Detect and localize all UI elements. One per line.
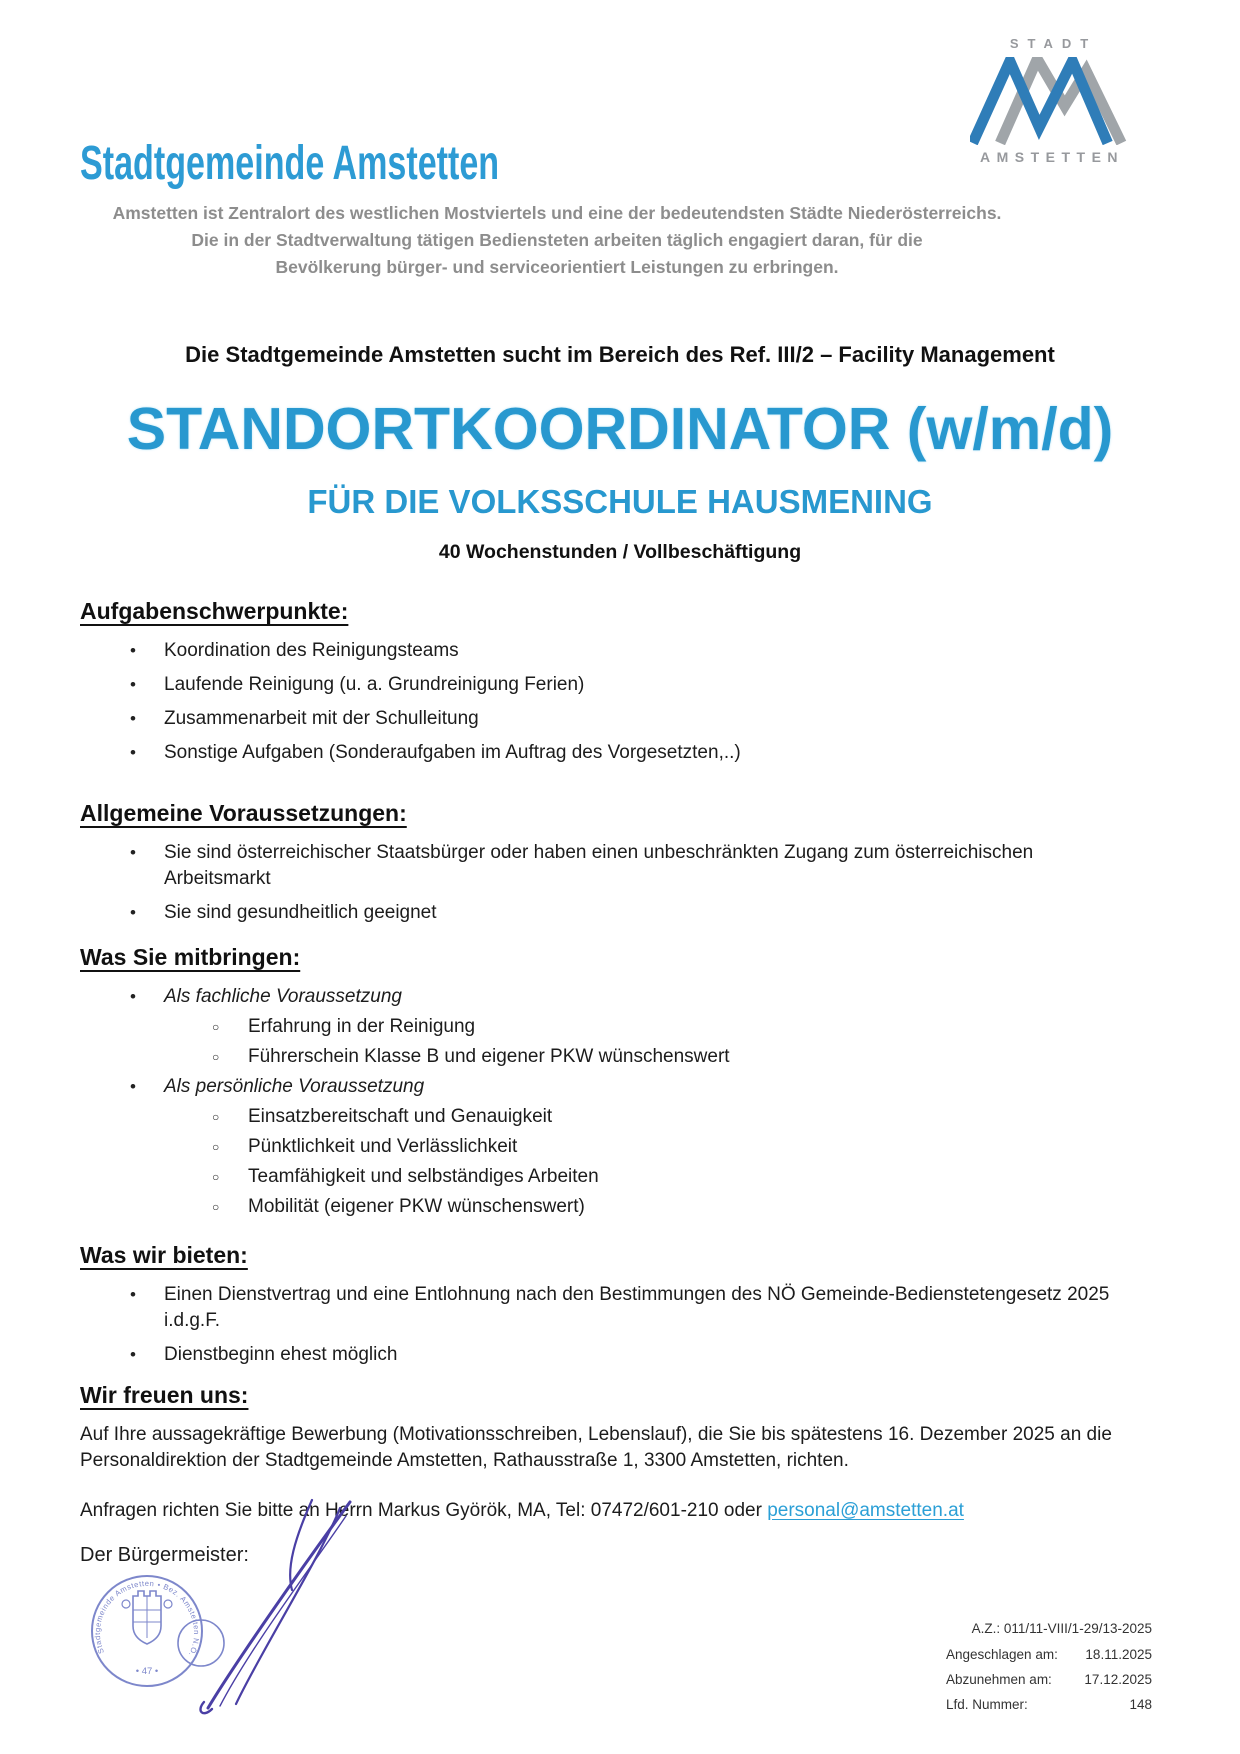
circle-bullet-icon: ○ bbox=[212, 1200, 220, 1214]
footer-row bbox=[946, 1671, 1152, 1689]
footer-value: 17.12.2025 bbox=[1084, 1672, 1152, 1687]
footer-label: Abzunehmen am: bbox=[946, 1672, 1052, 1687]
list-item: • Laufende Reinigung (u. a. Grundreinigung Ferien) bbox=[80, 672, 1140, 698]
list-item: • Als fachliche Voraussetzung bbox=[80, 984, 1140, 1010]
bullet-icon: • bbox=[130, 675, 136, 694]
circle-bullet-icon: ○ bbox=[212, 1020, 220, 1034]
stamp-number: • 47 • bbox=[135, 1666, 159, 1677]
section-heading: Allgemeine Voraussetzungen: bbox=[80, 800, 407, 826]
lead-line: Die Stadtgemeinde Amstetten sucht im Bereich des Ref. III/2 – Facility Management bbox=[185, 342, 1055, 367]
job-hours: 40 Wochenstunden / Vollbeschäftigung bbox=[438, 541, 802, 563]
section-was-sie-mitbringen bbox=[80, 944, 1140, 1224]
bullet-icon: • bbox=[130, 843, 136, 862]
task-list bbox=[80, 638, 1140, 766]
intro-line: Die in der Stadtverwaltung tätigen Bediensteten arbeiten täglich engagiert daran, für die bbox=[191, 230, 923, 250]
section-allgemeine-voraussetzungen bbox=[80, 800, 1140, 934]
bullet-icon: • bbox=[130, 1345, 136, 1364]
stamp-ring-text: Stadtgemeinde Amstetten • Bez. Amstetten N.Ö. bbox=[92, 1578, 202, 1659]
list-item: • Zusammenarbeit mit der Schulleitung bbox=[80, 706, 1140, 732]
qualifications-list bbox=[80, 984, 1140, 1220]
circle-bullet-icon: ○ bbox=[212, 1110, 220, 1124]
application-paragraph: Auf Ihre aussagekräftige Bewerbung (Motivationsschreiben, Lebenslauf), die Sie bis spätestens 16. Dezember 2025 an die Personaldirektion der Stadtgemeinde Amstetten, Rathausstraße 1, 3300 Amstetten, richten. bbox=[80, 1424, 1112, 1471]
job-title: STANDORTKOORDINATOR (w/m/d) bbox=[126, 396, 1114, 462]
footer-value: 148 bbox=[1129, 1697, 1152, 1712]
job-subtitle: FÜR DIE VOLKSSCHULE HAUSMENING bbox=[307, 483, 933, 520]
section-aufgabenschwerpunkte bbox=[80, 598, 1140, 774]
footer-value: 18.11.2025 bbox=[1085, 1647, 1152, 1662]
circle-bullet-icon: ○ bbox=[212, 1140, 220, 1154]
list-item: ○ Teamfähigkeit und selbständiges Arbeiten bbox=[80, 1164, 1140, 1190]
intro-line: Amstetten ist Zentralort des westlichen Mostviertels und eine der bedeutendsten Städte Niederösterreichs. bbox=[112, 203, 1002, 223]
list-item: ○ Pünktlichkeit und Verlässlichkeit bbox=[80, 1134, 1140, 1160]
footer-label: Lfd. Nummer: bbox=[946, 1697, 1028, 1712]
city-logo bbox=[963, 36, 1135, 165]
benefits-list bbox=[80, 1282, 1140, 1368]
list-item: • Einen Dienstvertrag und eine Entlohnung nach den Bestimmungen des NÖ Gemeinde-Bedienstetengesetz 2025 i.d.g.F. bbox=[130, 1284, 1110, 1331]
mayor-label: Der Bürgermeister: bbox=[80, 1544, 249, 1566]
intro-line: Bevölkerung bürger- und serviceorientiert Leistungen zu erbringen. bbox=[275, 257, 839, 277]
bullet-icon: • bbox=[130, 709, 136, 728]
intro-paragraph bbox=[82, 200, 1032, 281]
circle-bullet-icon: ○ bbox=[212, 1170, 220, 1184]
list-item: ○ Einsatzbereitschaft und Genauigkeit bbox=[80, 1104, 1140, 1130]
section-heading: Aufgabenschwerpunkte: bbox=[80, 598, 349, 624]
list-item: ○ Erfahrung in der Reinigung bbox=[80, 1014, 1140, 1040]
list-item: ○ Führerschein Klasse B und eigener PKW wünschenswert bbox=[80, 1044, 1140, 1070]
mountain-logo-icon bbox=[970, 57, 1128, 145]
bullet-icon: • bbox=[130, 1077, 136, 1096]
logo-stadt-label: STADT bbox=[1009, 36, 1098, 51]
logo-amstetten-label: AMSTETTEN bbox=[979, 149, 1125, 165]
bullet-icon: • bbox=[130, 641, 136, 660]
handwritten-signature bbox=[140, 1478, 380, 1718]
email-link[interactable]: personal@amstetten.at bbox=[767, 1500, 964, 1521]
section-was-wir-bieten bbox=[80, 1242, 1140, 1376]
list-item: • Sonstige Aufgaben (Sonderaufgaben im Auftrag des Vorgesetzten,..) bbox=[80, 740, 1140, 766]
bullet-icon: • bbox=[130, 903, 136, 922]
bullet-icon: • bbox=[130, 743, 136, 762]
footer-label: Angeschlagen am: bbox=[946, 1647, 1058, 1662]
section-heading: Was Sie mitbringen: bbox=[80, 944, 301, 970]
requirements-list bbox=[80, 840, 1140, 926]
list-item: • Sie sind gesundheitlich geeignet bbox=[80, 900, 1140, 926]
list-item: • Dienstbeginn ehest möglich bbox=[80, 1342, 1140, 1368]
bullet-icon: • bbox=[130, 987, 136, 1006]
org-title: Stadtgemeinde Amstetten bbox=[80, 137, 500, 190]
circle-bullet-icon: ○ bbox=[212, 1050, 220, 1064]
list-item: • Als persönliche Voraussetzung bbox=[80, 1074, 1140, 1100]
file-reference: A.Z.: 011/11-VIII/1-29/13-2025 bbox=[971, 1621, 1152, 1636]
section-heading: Wir freuen uns: bbox=[80, 1382, 249, 1408]
footer-row bbox=[946, 1696, 1152, 1714]
list-item: • Sie sind österreichischer Staatsbürger oder haben einen unbeschränkten Zugang zum österreichischen Arbeitsmarkt bbox=[130, 842, 1034, 889]
bullet-icon: • bbox=[130, 1285, 136, 1304]
inquiry-text: Anfragen richten Sie bitte an Herrn Markus Györök, MA, Tel: 07472/601-210 oder bbox=[80, 1500, 768, 1521]
footer-row bbox=[946, 1646, 1152, 1664]
list-item: • Koordination des Reinigungsteams bbox=[80, 638, 1140, 664]
section-heading: Was wir bieten: bbox=[80, 1242, 248, 1268]
footer-info bbox=[946, 1620, 1152, 1721]
list-item: ○ Mobilität (eigener PKW wünschenswert) bbox=[80, 1194, 1140, 1220]
